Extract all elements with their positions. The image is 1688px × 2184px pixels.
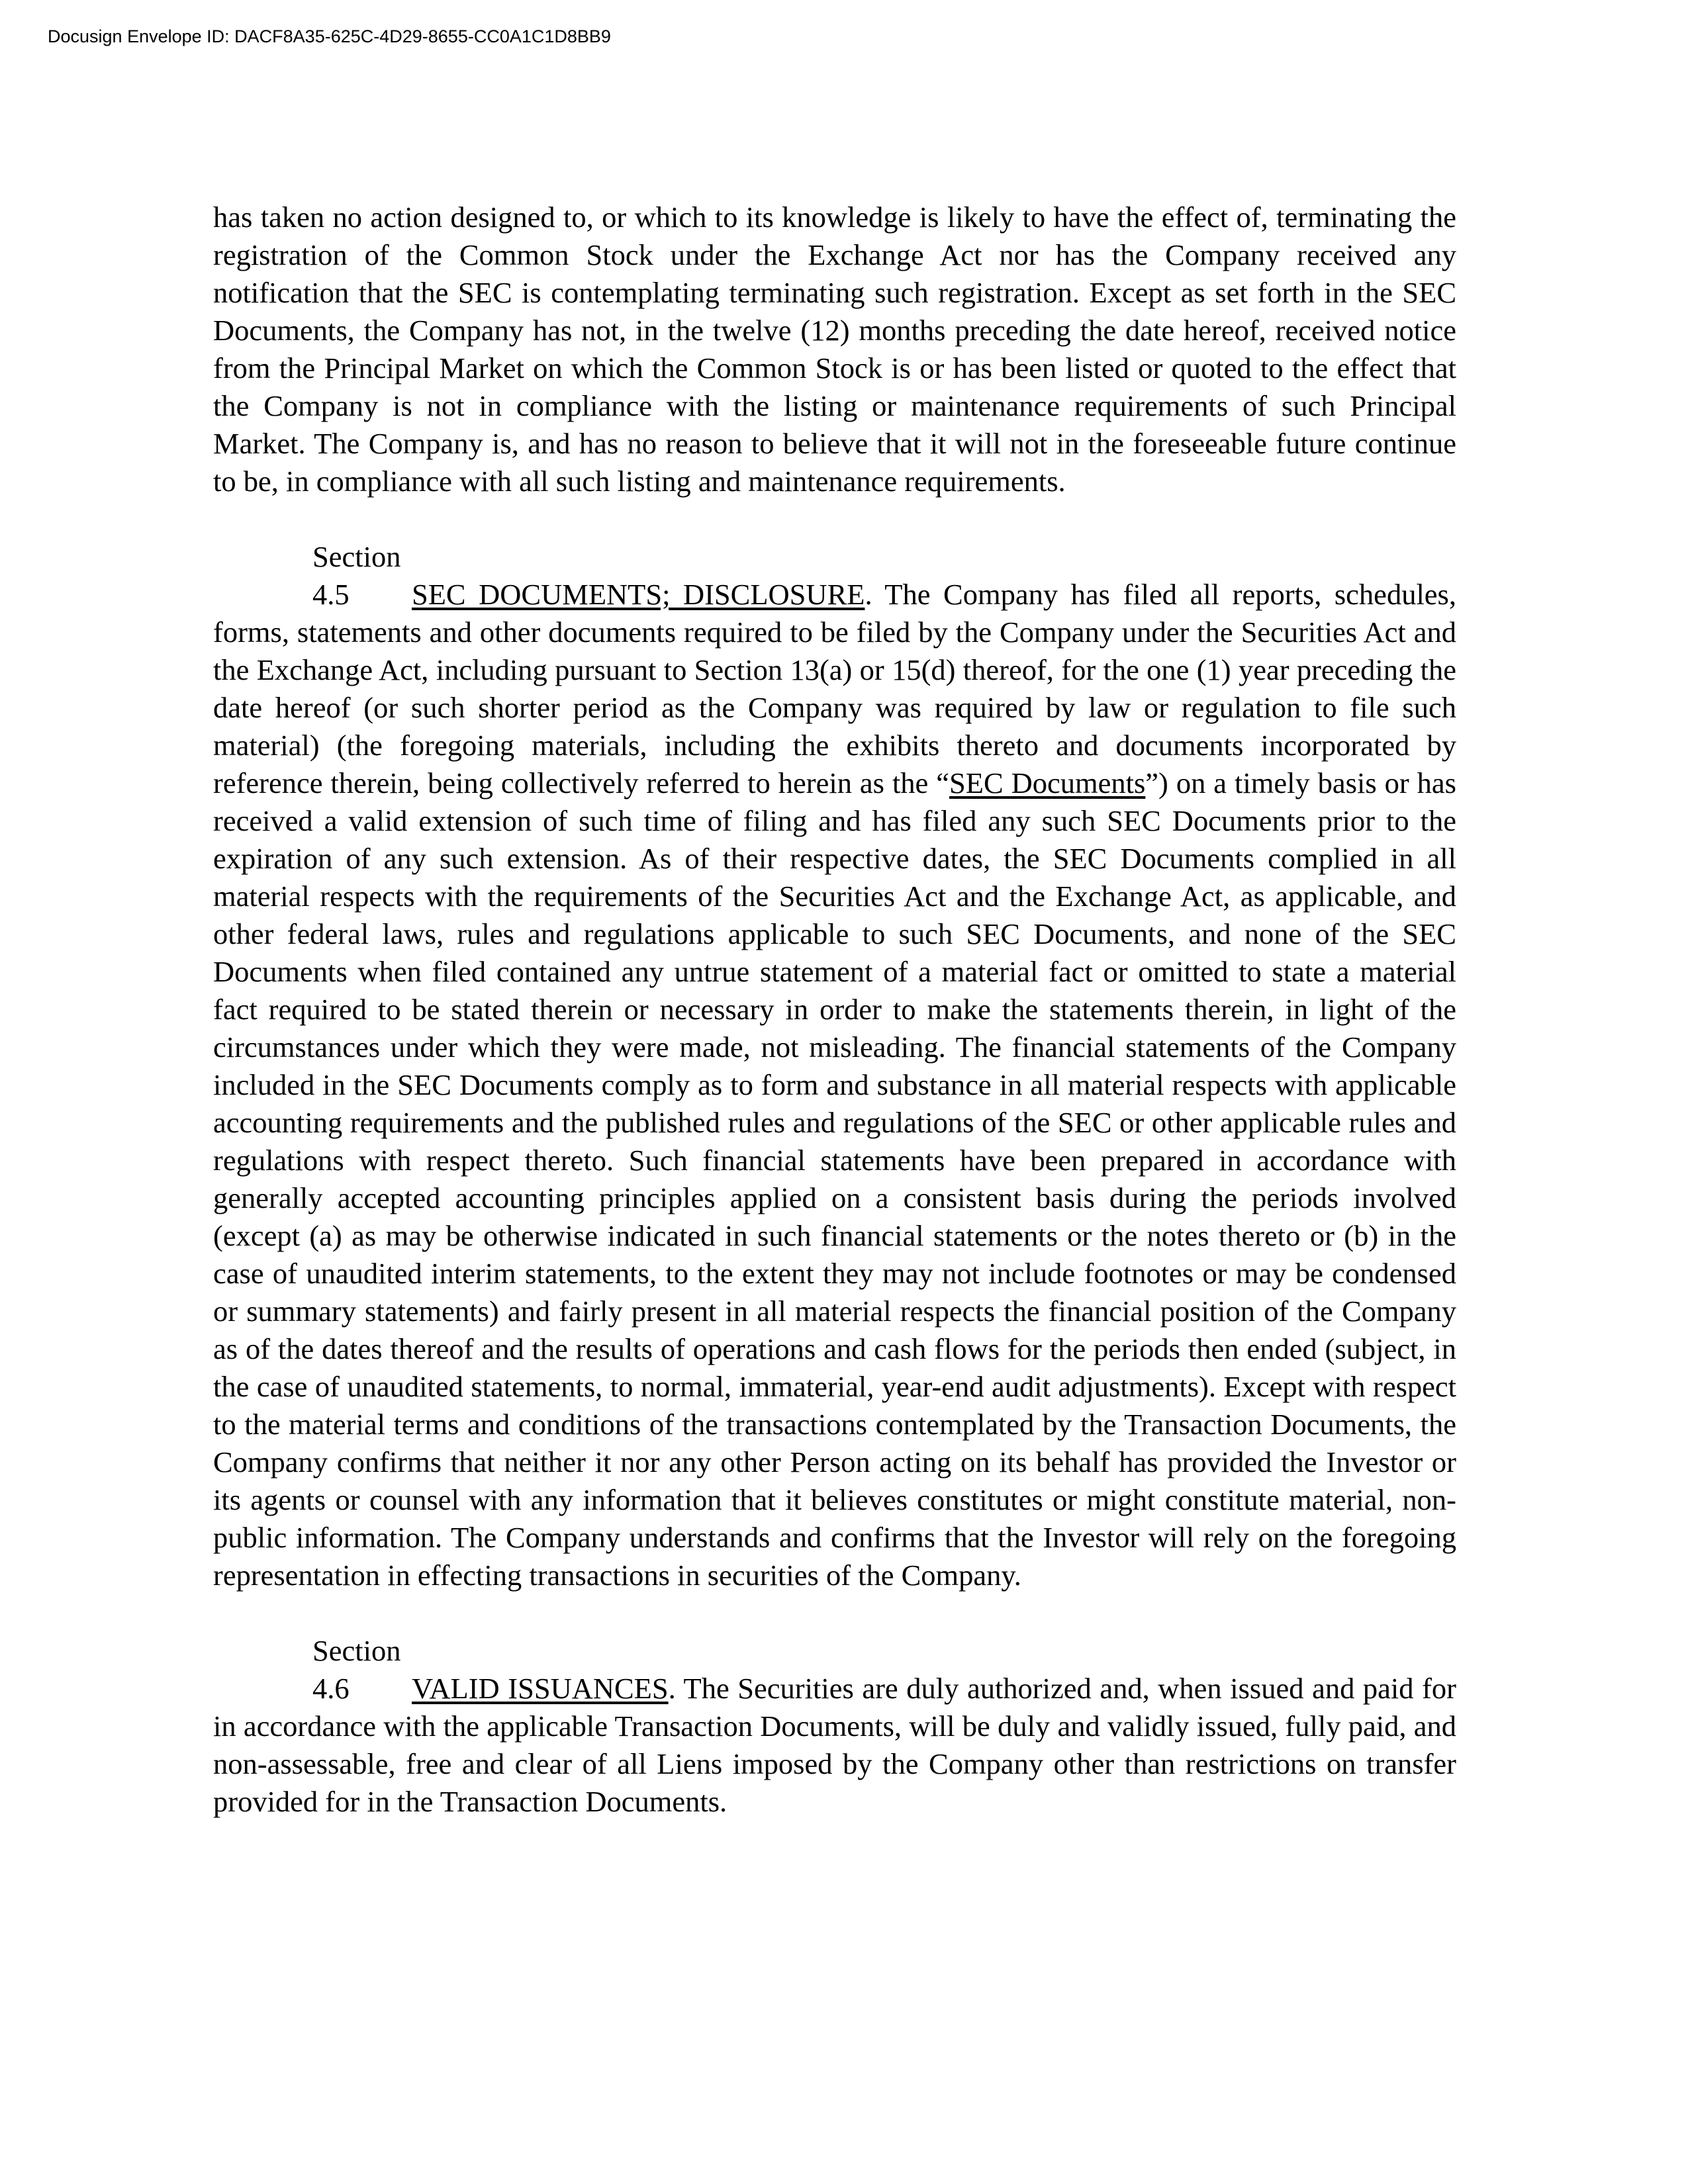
section-4-5-number: Section 4.5 <box>312 540 401 611</box>
section-4-5 <box>213 538 1456 1594</box>
section-4-5-text-2: ”) on a timely basis or has received a valid extension of such time of filing and has filed any such SEC Documents prior to the expiration of any such extension. As of their respective dates, the SEC Documents complied in all material respects with the requirements of the Securities Act and the Exchange Act, as applicable, and other federal laws, rules and regulations applicable to such SEC Documents, and none of the SEC Documents when filed contained any untrue statement of a material fact or omitted to state a material fact required to be stated therein or necessary in order to make the statements therein, in light of the circumstances under which they were made, not misleading. The financial statements of the Company included in the SEC Documents comply as to form and substance in all material respects with applicable accounting requirements and the published rules and regulations of the SEC or other applicable rules and regulations with respect thereto. Such financial statements have been prepared in accordance with generally accepted accounting principles applied on a consistent basis during the periods involved (except (a) as may be otherwise indicated in such financial statements or the notes thereto or (b) in the case of unaudited interim statements, to the extent they may not include footnotes or may be condensed or summary statements) and fairly present in all material respects the financial position of the Company as of the dates thereof and the results of operations and cash flows for the periods then ended (subject, in the case of unaudited statements, to normal, immaterial, year-end audit adjustments). Except with respect to the material terms and conditions of the transactions contemplated by the Transaction Documents, the Company confirms that neither it nor any other Person acting on its behalf has provided the Investor or its agents or counsel with any information that it believes constitutes or might constitute material, non-public information. The Company understands and confirms that the Investor will rely on the foregoing representation in effecting transactions in securities of the Company. <box>213 766 1457 1592</box>
section-4-6-heading: VALID ISSUANCES <box>412 1672 669 1705</box>
defined-term-sec-documents: SEC Documents <box>949 766 1146 799</box>
section-4-6 <box>213 1632 1456 1821</box>
document-body <box>213 199 1456 1858</box>
section-4-5-text-1: . The Company has filed all reports, schedules, forms, statements and other documents required to be filed by the Company under the Securities Act and the Exchange Act, including pursuant to Section 13(a) or 15(d) thereof, for the one (1) year preceding the date hereof (or such shorter period as the Company was required by law or regulation to file such material) (the foregoing materials, including the exhibits thereto and documents incorporated by reference therein, being collectively referred to herein as the “ <box>213 578 1456 799</box>
envelope-id: Docusign Envelope ID: DACF8A35-625C-4D29-8655-CC0A1C1D8BB9 <box>48 26 611 46</box>
section-4-6-text: . The Securities are duly authorized and, when issued and paid for in accordance with the applicable Transaction Documents, will be duly and validly issued, fully paid, and non-assessable, free and clear of all Liens imposed by the Company other than restrictions on transfer provided for in the Transaction Documents. <box>213 1672 1456 1818</box>
section-4-5-heading: SEC DOCUMENTS; DISCLOSURE <box>412 578 865 611</box>
paragraph-intro: has taken no action designed to, or which to its knowledge is likely to have the effect of, terminating the registration of the Common Stock under the Exchange Act nor has the Company received any notification that the SEC is contemplating terminating such registration. Except as set forth in the SEC Documents, the Company has not, in the twelve (12) months preceding the date hereof, received notice from the Principal Market on which the Common Stock is or has been listed or quoted to the effect that the Company is not in compliance with the listing or maintenance requirements of such Principal Market. The Company is, and has no reason to believe that it will not in the foreseeable future continue to be, in compliance with all such listing and maintenance requirements. <box>213 201 1456 498</box>
section-4-6-number: Section 4.6 <box>312 1634 401 1705</box>
